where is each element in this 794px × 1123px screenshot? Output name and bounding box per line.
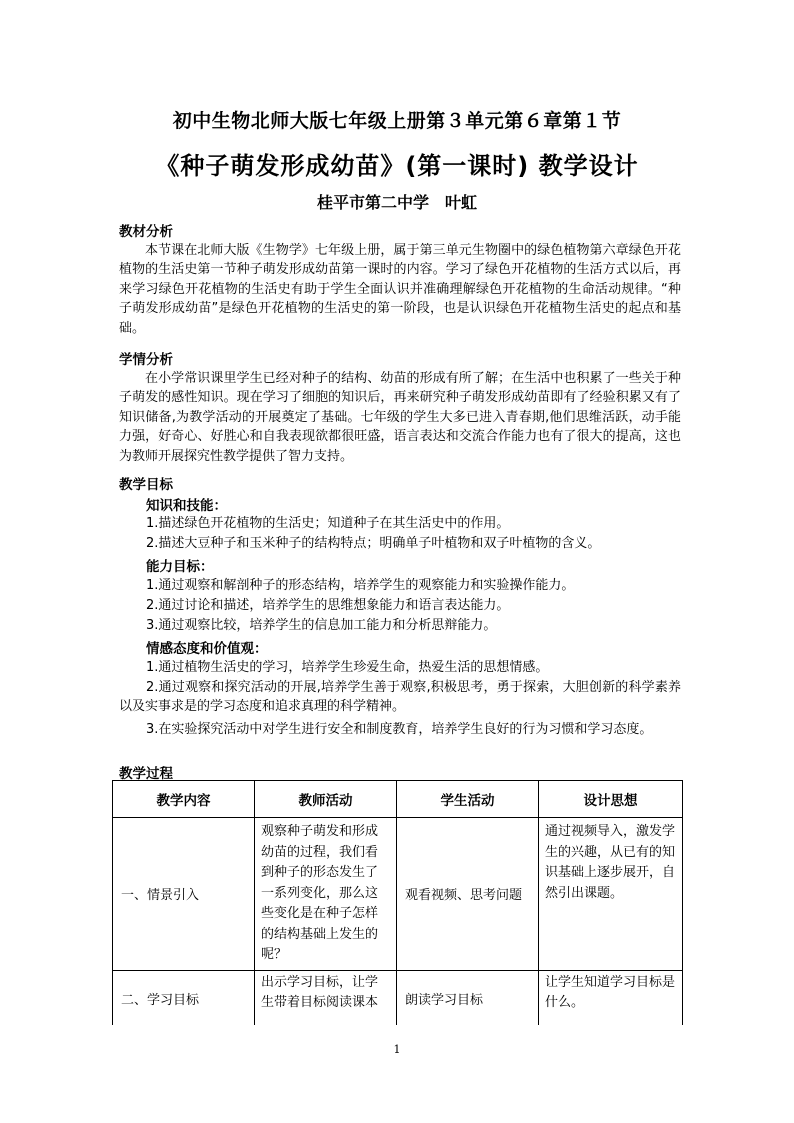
goal-knowledge-item: 2.描述大豆种子和玉米种子的结构特点；明确单子叶植物和双子叶植物的含义。: [146, 536, 601, 551]
section-heading-goals: 教学目标: [119, 477, 173, 493]
goal-emotion-title: 情感态度和价值观：: [146, 641, 268, 657]
cell-student: 观看视频、思考问题: [397, 818, 539, 971]
student-analysis-paragraph: 在小学常识课里学生已经对种子的结构、幼苗的形成有所了解；在生活中也积累了一些关于种子萌发的感性知识。现在学习了细胞的知识后，再来研究种子萌发形成幼苗即有了经验积累又有了知识储备,为教学活动的开展奠定了基础。七年级的学生大多已进入青春期,他们思维活跃，动手能力强，好奇心、好胜心和自我表现欲都很旺盛，语言表达和交流合作能力也有了很大的提高，这也为教师开展探究性教学提供了智力支持。: [119, 371, 681, 464]
goal-knowledge-title: 知识和技能：: [146, 498, 227, 514]
teaching-process-table: [112, 780, 683, 1025]
section-heading-students: 学情分析: [119, 352, 173, 368]
title-line-2: 《种子萌发形成幼苗》(第一课时) 教学设计: [155, 152, 639, 180]
table-row: [113, 970, 683, 1025]
cell-design: 让学生知道学习目标是什么。: [539, 970, 683, 1025]
column-header: 教学内容: [113, 781, 255, 818]
goal-emotion-item: 2.通过观察和探究活动的开展,培养学生善于观察,积极思考，勇于探索，大胆创新的科学素养以及实事求是的学习态度和追求真理的科学精神。: [119, 680, 681, 715]
cell-student: 朗读学习目标: [397, 970, 539, 1025]
cell-content: 二、学习目标: [113, 970, 255, 1025]
page-number: 1: [393, 1043, 401, 1056]
goal-knowledge-item: 1.描述绿色开花植物的生活史；知道种子在其生活史中的作用。: [146, 516, 510, 531]
goal-emotion-item: 1.通过植物生活史的学习，培养学生珍爱生命，热爱生活的思想情感。: [146, 660, 549, 675]
goal-emotion-item: 3.在实验探究活动中对学生进行安全和制度教育，培养学生良好的行为习惯和学习态度。: [146, 722, 653, 737]
textbook-analysis-paragraph: 本节课在北师大版《生物学》七年级上册，属于第三单元生物圈中的绿色植物第六章绿色开花植物的生活史第一节种子萌发形成幼苗第一课时的内容。学习了绿色开花植物的生活方式以后，再来学习绿色开花植物的生活史有助于学生全面认识并准确理解绿色开花植物的生命活动规律。“种子萌发形成幼苗”是绿色开花植物的生活史的第一阶段，也是认识绿色开花植物生活史的起点和基础。: [119, 243, 681, 336]
section-heading-process: 教学过程: [119, 766, 173, 782]
title-line-1: 初中生物北师大版七年级上册第３单元第６章第１节: [172, 110, 622, 132]
table-header-row: [113, 781, 683, 818]
column-header: 教师活动: [255, 781, 397, 818]
author-line: 桂平市第二中学 叶虹: [316, 193, 477, 212]
cell-teacher: 出示学习目标，让学生带着目标阅读课本: [255, 970, 397, 1025]
cell-content: 一、情景引入: [113, 818, 255, 971]
column-header: 学生活动: [397, 781, 539, 818]
goal-ability-item: 1.通过观察和解剖种子的形态结构，培养学生的观察能力和实验操作能力。: [146, 578, 575, 593]
goal-ability-item: 3.通过观察比较，培养学生的信息加工能力和分析思辩能力。: [146, 618, 497, 633]
goal-ability-title: 能力目标：: [146, 559, 214, 575]
section-heading-textbook: 教材分析: [119, 224, 173, 240]
goal-ability-item: 2.通过讨论和描述，培养学生的思维想象能力和语言表达能力。: [146, 598, 510, 613]
cell-design: 通过视频导入，激发学生的兴趣，从已有的知识基础上逐步展开，自然引出课题。: [539, 818, 683, 971]
table-row: [113, 818, 683, 971]
column-header: 设计思想: [539, 781, 683, 818]
cell-teacher: 观察种子萌发和形成幼苗的过程，我们看到种子的形态发生了一系列变化，那么这些变化是在种子怎样的结构基础上发生的呢？: [255, 818, 397, 971]
